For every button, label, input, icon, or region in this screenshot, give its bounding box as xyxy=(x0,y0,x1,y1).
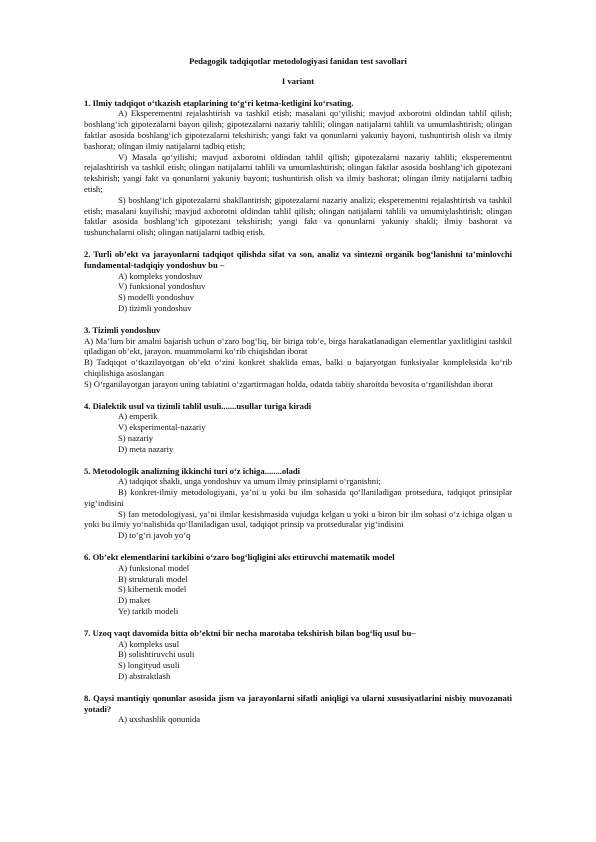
question-text: 5. Metodologik analizning ikkinchi turi o‘z ichiga........oladi xyxy=(84,465,301,476)
answer-option: V) Masala qo‘yilishi; mavjud axborotni oldindan tahlil qilish; gipotezalarni nazariy tahlili; eksperementni rejalashtirish va tashkil etish; olingan natijalarni tahlili va umumlashtirish; olingan faktlar asosida boshlang‘ich gipotezani tekshirish; yangi fakt va qonunlarni yakuniy bayoni; tushuntirish olish va ilmiy bashorat; olingan ilmiy natijalarni tadbiq etish; xyxy=(84,151,512,194)
answer-option: B) solishtiruvchi usuli xyxy=(118,649,195,660)
question-6 xyxy=(84,552,512,617)
answer-option: B) Tadqiqot o‘tkazilayotgan ob’ekt o‘zini konkret shaklida emas, balki u bajaryotgan funksiyalar kompleksida ko‘rib chiqilishiga asoslangan xyxy=(84,357,512,378)
answer-option: V) eksperimental-nazariy xyxy=(118,422,206,433)
question-2 xyxy=(84,249,512,314)
answer-option: A) kompleks yondoshuv xyxy=(118,270,203,281)
answer-option: A) tadqiqot shakli, unga yondoshuv va umum ilmiy prinsiplarni o‘rganishni; xyxy=(118,476,381,487)
question-3 xyxy=(84,325,512,390)
question-7 xyxy=(84,628,512,682)
answer-option: D) meta nazariy xyxy=(118,443,174,454)
question-4 xyxy=(84,401,512,455)
answer-option: V) funksional yondoshuv xyxy=(118,281,206,292)
question-text: 3. Tizimli yondoshuv xyxy=(84,324,161,335)
question-text: 2. Turli ob’ekt va jarayonlarni tadqiqot qilishda sifat va son, analiz va sintezni organik bog‘lanishni ta’minlovchi fundamental-tadqiqiy yondoshuv bu – xyxy=(84,248,512,270)
question-text: 8. Qaysi mantiqiy qonunlar asosida jism va jarayonlarni sifatli aniqligi va ularni xususiyatlarini nisbiy muvozanati yotadi? xyxy=(84,692,512,714)
answer-option: A) Ma’lum bir amalni bajarish uchun o‘zaro bog‘liq, bir biriga tob’e, birga harakatlanadigan elementlar yaxlitligini tashkil qiladigan ob’ekt, jarayon. muammolarni ko‘rib chiqishdan iborat xyxy=(84,335,512,357)
answer-option: D) to‘g‘ri javob yo‘q xyxy=(118,530,191,541)
question-text: 1. Ilmiy tadqiqot o‘tkazish etaplarining to‘g‘ri ketma-ketligini ko‘rsating. xyxy=(84,97,354,108)
answer-option: Ye) tarkib modeli xyxy=(118,606,179,617)
answer-option: A) uxshashlik qonunida xyxy=(118,714,201,725)
answer-option: A) Eksperementni rejalashtirish va tashkil etish; masalani qo‘yilishi; mavjud axborotni oldindan tahlil qilish; boshlang‘ich gipotezalarni bayon qilish; gipotezalarni nazariy tahlili; olingan natijalarni tahlili va umumlashtirish; olingan faktlar asosida boshlang‘ich gipotezalarni tekshirish; yangi fakt va qonunlarni yakuniy bayoni, tushuntirish olish va ilmiy bashorat; olingan ilmiy natijalarni tadbiq etish; xyxy=(84,108,512,151)
question-list xyxy=(84,98,512,726)
answer-option: D) abstraktlash xyxy=(118,671,171,682)
question-8 xyxy=(84,693,512,725)
answer-option: S) boshlang‘ich gipotezalarni shakllantirish; gipotezalarni nazariy analizi; eksperementni rejalashtirish va tashkil etish; masalani kuyilishi; mavjud axborotni oldindan tahlil qilish; olingan natijalarni tahlili va umumiylashtirish; olingan faktlar asosida boshlang‘ich gipotezani tekshirish; yangi fakt va qonunlarni yakuniy shakli; ilmiy bashorat va tushunchalarni olish; olingan natijalarni tadbiq etish. xyxy=(84,194,512,238)
answer-option: S) kibernetik model xyxy=(118,584,187,595)
variant-label: I variant xyxy=(281,75,315,86)
answer-option: S) fan metodologiyasi, ya’ni ilmlar kesishmasida vujudga kelgan u yoki u biron bir ilm sohasi o‘z ichiga olgan u yoki bu ilmiy yo‘nalishida qo‘llaniladigan usul, tadqiqot prinsip va protseduralar yig‘indisini xyxy=(84,508,512,530)
answer-option: S) modelli yondoshuv xyxy=(118,292,194,303)
question-text: 7. Uzoq vaqt davomida bitta ob’ektni bir necha marotaba tekshirish bilan bog‘liq usul bu– xyxy=(84,627,416,638)
question-5 xyxy=(84,466,512,542)
answer-option: S) nazariy xyxy=(118,432,154,443)
answer-option: S) O‘rganilayotgan jarayon uning tabiatini o‘zgartirmagan holda, odatda tabiiy sharoitda bevosita o‘rganilishdan iborat xyxy=(84,378,493,389)
question-1 xyxy=(84,98,512,238)
question-text: 6. Ob’ekt elementlarini tarkibini o‘zaro bog‘liqligini aks ettiruvchi matematik model xyxy=(84,552,395,563)
answer-option: B) konkret-ilmiy metodologiyani, ya’ni u yoki bu ilm sohasida qo‘llaniladigan protsedura, tadqiqot prinsiplar yig‘indisini xyxy=(84,487,512,508)
document-title: Pedagogik tadqiqotlar metodologiyasi fanidan test savollari xyxy=(189,56,407,66)
question-text: 4. Dialektik usul va tizimli tahlil usuli.......usullar turiga kiradi xyxy=(84,400,312,411)
answer-option: B) strukturali model xyxy=(118,573,188,584)
answer-option: S) longityud usuli xyxy=(118,660,180,671)
answer-option: A) emperik xyxy=(118,411,158,422)
answer-option: D) tizimli yondoshuv xyxy=(118,302,192,313)
answer-option: A) funksional model xyxy=(118,562,190,573)
answer-option: D) maket xyxy=(118,595,151,606)
answer-option: A) kompleks usul xyxy=(118,638,180,649)
